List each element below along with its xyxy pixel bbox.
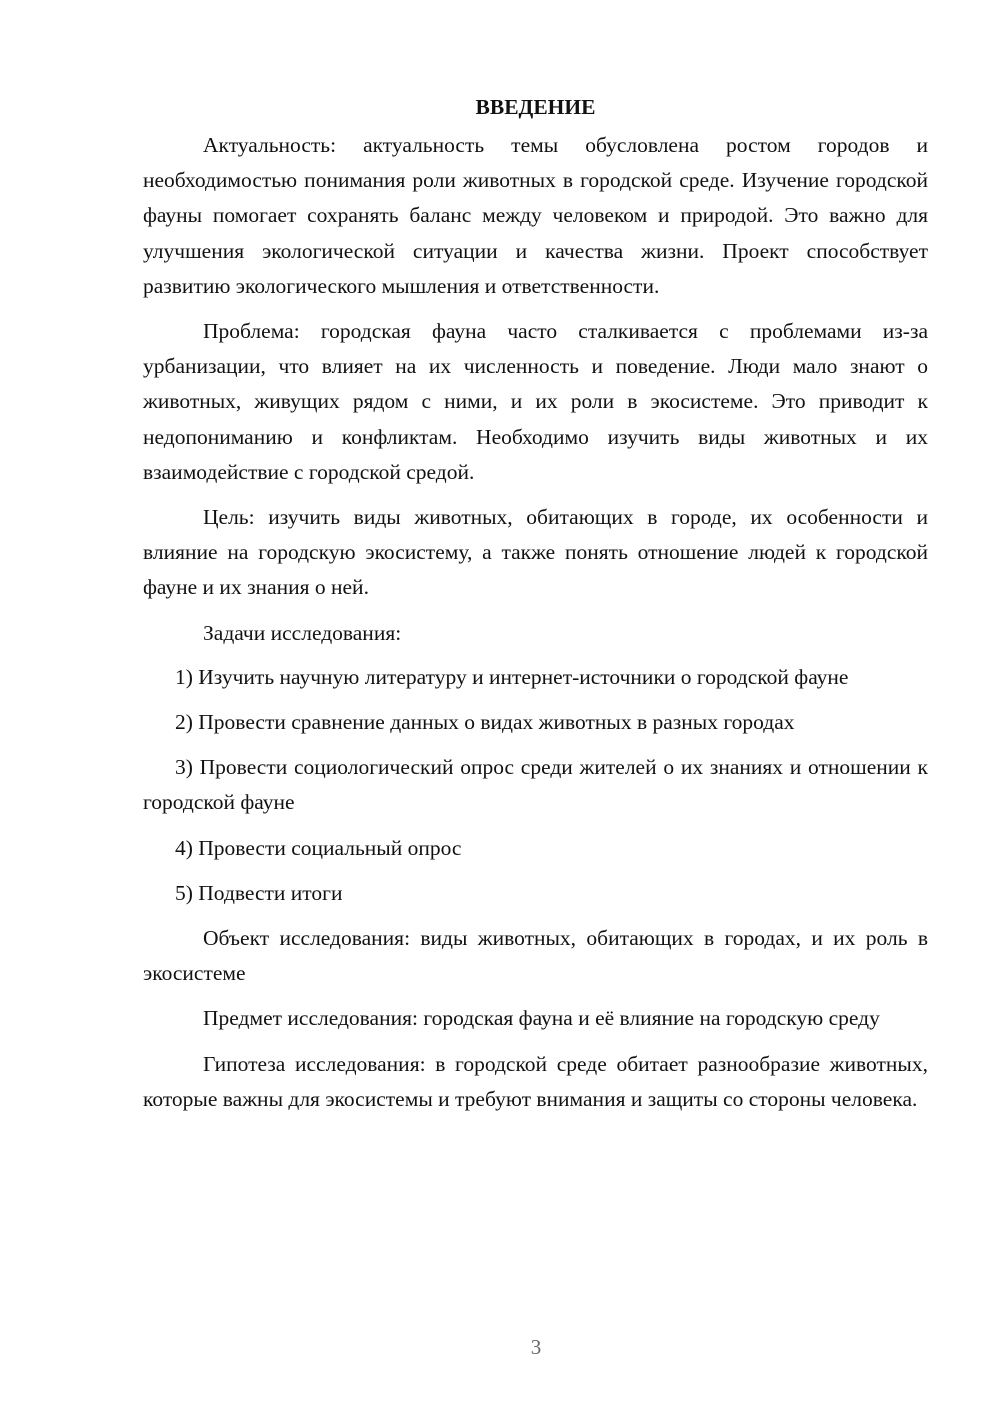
relevance-paragraph: Актуальность: актуальность темы обусловлена ростом городов и необходимостью понимания роли животных в городской среде. Изучение городской фауны помогает сохранять баланс между человеком и природой. Это важно для улучшения экологической ситуации и качества жизни. Проект способствует развитию экологического мышления и ответственности. <box>143 133 928 298</box>
section-heading: ВВЕДЕНИЕ <box>475 95 596 119</box>
tasks-label: Задачи исследования: <box>203 620 402 645</box>
problem-paragraph: Проблема: городская фауна часто сталкивается с проблемами из-за урбанизации, что влияет на их численность и поведение. Люди мало знают о животных, живущих рядом с ними, и их роли в экосистеме. Это приводит к недопониманию и конфликтам. Необходимо изучить виды животных и их взаимодействие с городской средой. <box>143 319 928 484</box>
page-number: 3 <box>530 1335 542 1359</box>
goal-paragraph: Цель: изучить виды животных, обитающих в городе, их особенности и влияние на городскую экосистему, а также понять отношение людей к городской фауне и их знания о ней. <box>143 505 928 600</box>
task-item-2: 2) Провести сравнение данных о видах животных в разных городах <box>175 710 795 735</box>
research-object-paragraph: Объект исследования: виды животных, обитающих в городах, и их роль в экосистеме <box>143 926 928 986</box>
task-item-4: 4) Провести социальный опрос <box>175 835 462 860</box>
hypothesis-paragraph: Гипотеза исследования: в городской среде обитает разнообразие животных, которые важны для экосистемы и требуют внимания и защиты со стороны человека. <box>143 1051 928 1111</box>
page-content <box>143 90 928 1127</box>
task-item-3: 3) Провести социологический опрос среди жителей о их знаниях и отношении к городской фауне <box>143 755 928 815</box>
task-item-5: 5) Подвести итоги <box>175 880 343 905</box>
task-item-1: 1) Изучить научную литературу и интернет-источники о городской фауне <box>175 664 849 689</box>
research-subject-paragraph: Предмет исследования: городская фауна и её влияние на городскую среду <box>203 1006 880 1031</box>
